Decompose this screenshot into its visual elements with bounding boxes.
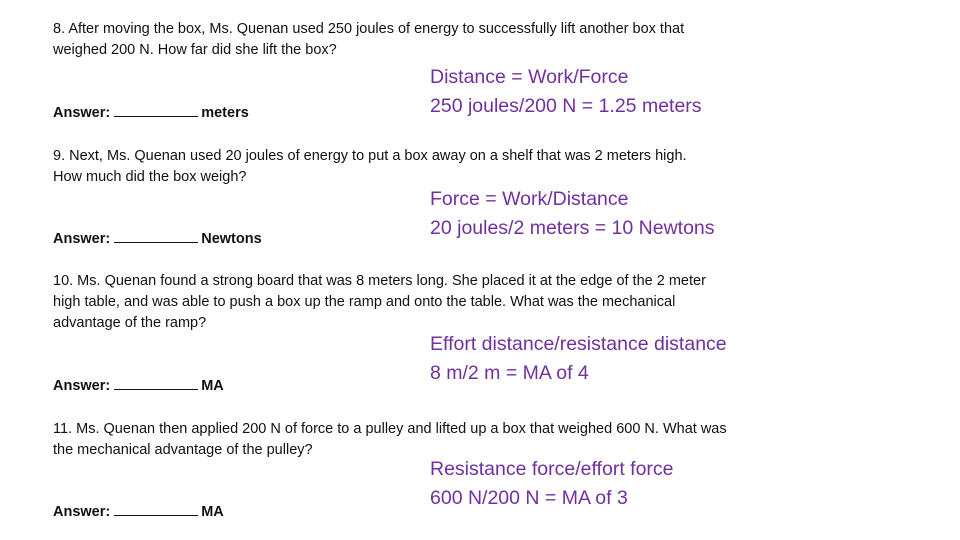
- solution-9: [430, 185, 715, 243]
- answer-line-11: [53, 504, 224, 520]
- question-8-text: 8. After moving the box, Ms. Quenan used 250 joules of energy to successfully lift another box that weighed 200 N. How far did she lift the box?: [53, 21, 685, 58]
- answer-label: Answer:: [53, 231, 111, 247]
- question-11-text: 11. Ms. Quenan then applied 200 N of force to a pulley and lifted up a box that weighed 600 N. What was the mechanical advantage of the pulley?: [53, 421, 727, 458]
- answer-blank[interactable]: [114, 378, 198, 390]
- solution-11: [430, 455, 674, 513]
- solution-formula: Distance = Work/Force: [430, 66, 629, 88]
- solution-8: [430, 63, 702, 121]
- solution-formula: Effort distance/resistance distance: [430, 333, 727, 355]
- answer-unit: MA: [201, 378, 224, 394]
- answer-blank[interactable]: [114, 105, 198, 117]
- solution-calculation: 600 N/200 N = MA of 3: [430, 487, 628, 509]
- answer-blank[interactable]: [114, 231, 198, 243]
- solution-calculation: 8 m/2 m = MA of 4: [430, 362, 589, 384]
- solution-calculation: 20 joules/2 meters = 10 Newtons: [430, 217, 715, 239]
- question-9-text: 9. Next, Ms. Quenan used 20 joules of energy to put a box away on a shelf that was 2 meters high. How much did the box weigh?: [53, 148, 687, 185]
- solution-calculation: 250 joules/200 N = 1.25 meters: [430, 95, 702, 117]
- solution-formula: Resistance force/effort force: [430, 458, 674, 480]
- solution-10: [430, 330, 727, 388]
- answer-unit: Newtons: [201, 231, 262, 247]
- answer-unit: MA: [201, 504, 224, 520]
- answer-label: Answer:: [53, 504, 111, 520]
- answer-label: Answer:: [53, 105, 111, 121]
- answer-line-8: [53, 105, 249, 121]
- answer-blank[interactable]: [114, 504, 198, 516]
- question-10-text: 10. Ms. Quenan found a strong board that was 8 meters long. She placed it at the edge of the 2 meter high table, and was able to push a box up the ramp and onto the table. What was the mechanical advantage of the ramp?: [53, 273, 706, 331]
- solution-formula: Force = Work/Distance: [430, 188, 629, 210]
- answer-line-10: [53, 378, 224, 394]
- answer-unit: meters: [201, 105, 249, 121]
- answer-line-9: [53, 231, 262, 247]
- answer-label: Answer:: [53, 378, 111, 394]
